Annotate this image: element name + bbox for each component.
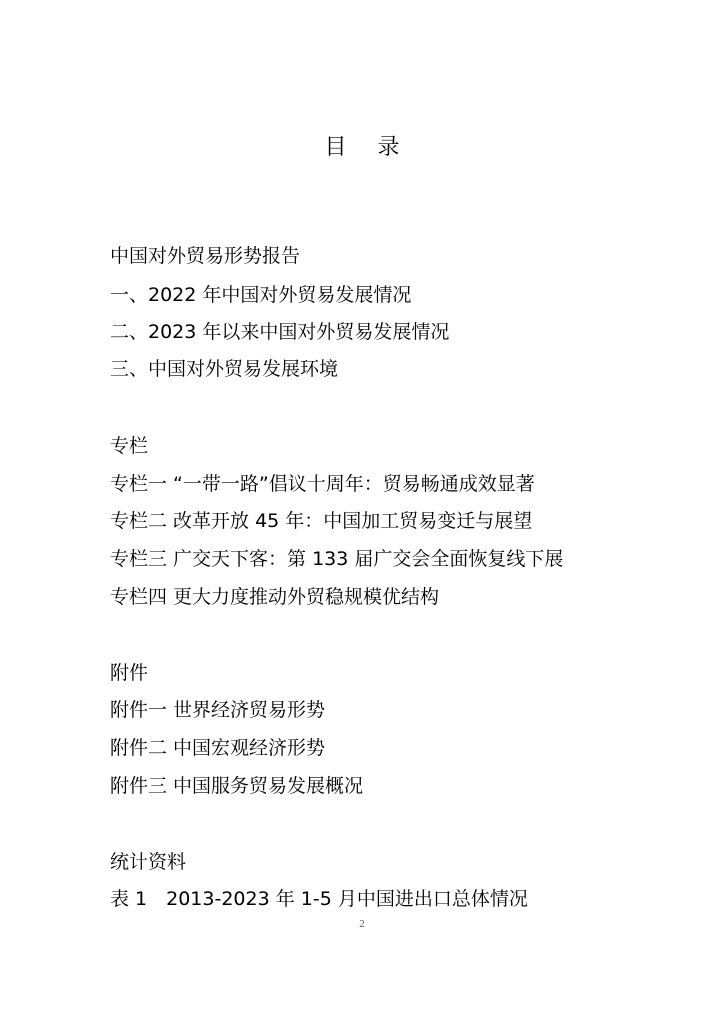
toc-section-heading-report: 中国对外贸易形势报告 [110,245,301,267]
toc-item: 专栏三 广交天下客：第 133 届广交会全面恢复线下展 [110,548,564,570]
toc-item: 三、中国对外贸易发展环境 [110,358,339,380]
toc-section-heading-annex: 附件 [110,662,149,684]
toc-section-heading-statistics: 统计资料 [110,851,187,873]
toc-item: 一、2022 年中国对外贸易发展情况 [110,284,412,306]
page-title: 目 录 [324,135,412,160]
toc-item: 表 1 2013-2023 年 1-5 月中国进出口总体情况 [110,888,528,910]
toc-section-heading-columns: 专栏 [110,435,149,457]
toc-item: 附件二 中国宏观经济形势 [110,737,326,759]
toc-item: 附件三 中国服务贸易发展概况 [110,775,364,797]
toc-item: 专栏一 “一带一路”倡议十周年：贸易畅通成效显著 [110,473,535,495]
toc-item: 二、2023 年以来中国对外贸易发展情况 [110,321,450,343]
toc-item: 附件一 世界经济贸易形势 [110,699,326,721]
page-number: 2 [359,918,365,930]
toc-item: 专栏二 改革开放 45 年：中国加工贸易变迁与展望 [110,510,533,532]
toc-item: 专栏四 更大力度推动外贸稳规模优结构 [110,586,440,608]
